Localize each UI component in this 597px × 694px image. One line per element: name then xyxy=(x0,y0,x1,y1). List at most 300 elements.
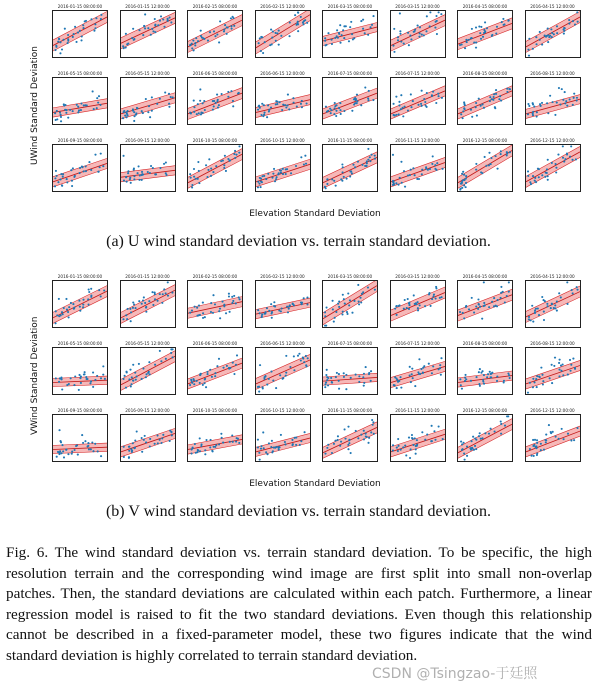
panel-title: 2016-03-15 08:00:00 xyxy=(327,4,373,9)
data-point xyxy=(58,452,60,454)
data-point xyxy=(224,155,226,157)
data-point xyxy=(271,37,273,39)
data-point xyxy=(329,108,331,110)
data-point xyxy=(228,295,230,297)
data-point xyxy=(96,107,98,109)
data-point xyxy=(532,378,534,380)
data-point xyxy=(218,310,220,312)
data-point xyxy=(487,373,489,375)
data-point xyxy=(475,42,477,44)
data-point xyxy=(135,107,137,109)
data-point xyxy=(568,98,570,100)
data-point xyxy=(431,155,433,157)
data-point xyxy=(159,15,161,17)
panel-title: 2016-06-15 08:00:00 xyxy=(192,341,238,346)
data-point xyxy=(204,449,206,451)
data-point xyxy=(198,170,200,172)
data-point xyxy=(532,439,534,441)
data-point xyxy=(324,315,326,317)
data-point xyxy=(503,380,505,382)
data-point xyxy=(258,107,260,109)
data-point xyxy=(56,118,58,120)
data-point xyxy=(304,163,306,165)
data-point xyxy=(393,28,395,30)
data-point xyxy=(226,26,228,28)
data-point xyxy=(258,37,260,39)
data-point xyxy=(541,296,543,298)
data-point xyxy=(531,305,533,307)
data-point xyxy=(150,96,152,98)
data-point xyxy=(141,299,143,301)
data-point xyxy=(82,442,84,444)
data-point xyxy=(151,291,153,293)
data-point xyxy=(413,174,415,176)
data-point xyxy=(213,105,215,107)
u-scatter-panel xyxy=(525,71,581,125)
data-point xyxy=(475,448,477,450)
data-point xyxy=(367,159,369,161)
data-point xyxy=(324,311,326,313)
data-point xyxy=(468,39,470,41)
data-point xyxy=(213,30,215,32)
data-point xyxy=(475,439,477,441)
data-point xyxy=(171,348,173,350)
data-point xyxy=(288,21,290,23)
data-point xyxy=(473,41,475,43)
data-point xyxy=(200,445,202,447)
data-point xyxy=(215,165,217,167)
data-point xyxy=(366,436,368,438)
plot-area xyxy=(187,144,243,192)
data-point xyxy=(306,22,308,24)
data-point xyxy=(550,28,552,30)
data-point xyxy=(420,103,422,105)
data-point xyxy=(256,109,258,111)
panel-title: 2016-01-15 08:00:00 xyxy=(57,274,103,279)
data-point xyxy=(67,42,69,44)
data-point xyxy=(125,371,127,373)
data-point xyxy=(85,170,87,172)
v-scatter-panel xyxy=(187,408,243,462)
data-point xyxy=(277,30,279,32)
v-scatter-panel xyxy=(390,341,446,395)
data-point xyxy=(373,433,375,435)
data-point xyxy=(147,105,149,107)
data-point xyxy=(200,30,202,32)
data-point xyxy=(56,456,58,458)
data-point xyxy=(555,25,557,27)
data-point xyxy=(568,23,570,25)
data-point xyxy=(288,304,290,306)
data-point xyxy=(535,378,537,380)
data-point xyxy=(57,41,59,43)
plot-area xyxy=(457,414,513,462)
data-point xyxy=(555,102,557,104)
data-point xyxy=(140,179,142,181)
u-scatter-panel xyxy=(390,4,446,58)
data-point xyxy=(223,164,225,166)
data-point xyxy=(459,311,461,313)
data-point xyxy=(344,303,346,305)
data-point xyxy=(529,183,531,185)
data-point xyxy=(437,93,439,95)
data-point xyxy=(575,99,577,101)
data-point xyxy=(465,306,467,308)
data-point xyxy=(545,168,547,170)
data-point xyxy=(350,377,352,379)
confidence-band xyxy=(256,11,310,54)
data-point xyxy=(286,94,288,96)
data-point xyxy=(506,154,508,156)
data-point xyxy=(151,167,153,169)
data-point xyxy=(325,382,327,384)
data-point xyxy=(331,178,333,180)
data-point xyxy=(477,308,479,310)
data-point xyxy=(127,172,129,174)
data-point xyxy=(129,320,131,322)
data-point xyxy=(325,306,327,308)
data-point xyxy=(80,109,82,111)
plot-area xyxy=(322,77,378,125)
data-point xyxy=(154,24,156,26)
data-point xyxy=(58,381,60,383)
u-scatter-panel xyxy=(322,4,378,58)
panel-title: 2016-05-15 12:00:00 xyxy=(125,71,170,76)
data-point xyxy=(144,27,146,29)
data-point xyxy=(535,111,537,113)
data-point xyxy=(478,435,480,437)
data-point xyxy=(528,448,530,450)
data-point xyxy=(288,108,290,110)
data-point xyxy=(290,172,292,174)
data-point xyxy=(192,39,194,41)
data-point xyxy=(191,43,193,45)
data-point xyxy=(571,292,573,294)
plot-area xyxy=(187,347,243,395)
data-point xyxy=(264,375,266,377)
data-point xyxy=(148,300,150,302)
data-point xyxy=(196,380,198,382)
data-point xyxy=(154,31,156,33)
data-point xyxy=(500,150,502,152)
data-point xyxy=(216,33,218,35)
data-point xyxy=(342,29,344,31)
data-point xyxy=(463,103,465,105)
data-point xyxy=(330,377,332,379)
data-point xyxy=(198,305,200,307)
data-point xyxy=(542,449,544,451)
data-point xyxy=(529,319,531,321)
data-point xyxy=(256,386,258,388)
data-point xyxy=(426,169,428,171)
data-point xyxy=(544,36,546,38)
data-point xyxy=(145,441,147,443)
data-point xyxy=(564,158,566,160)
data-point xyxy=(233,373,235,375)
data-point xyxy=(149,438,151,440)
data-point xyxy=(291,303,293,305)
data-point xyxy=(395,96,397,98)
data-point xyxy=(566,281,568,283)
data-point xyxy=(566,303,568,305)
data-point xyxy=(149,165,151,167)
plot-area xyxy=(52,10,108,58)
data-point xyxy=(130,383,132,385)
data-point xyxy=(189,44,191,46)
data-point xyxy=(193,49,195,51)
data-point xyxy=(570,364,572,366)
data-point xyxy=(134,372,136,374)
data-point xyxy=(526,392,528,394)
data-point xyxy=(191,47,193,49)
data-point xyxy=(557,438,559,440)
data-point xyxy=(407,302,409,304)
data-point xyxy=(222,367,224,369)
data-point xyxy=(563,27,565,29)
data-point xyxy=(304,355,306,357)
data-point xyxy=(189,312,191,314)
data-point xyxy=(562,33,564,35)
data-point xyxy=(66,308,68,310)
data-point xyxy=(490,373,492,375)
data-point xyxy=(355,374,357,376)
data-point xyxy=(396,39,398,41)
data-point xyxy=(351,172,353,174)
data-point xyxy=(437,368,439,370)
data-point xyxy=(238,92,240,94)
plot-area xyxy=(390,280,446,328)
u-scatter-panel xyxy=(322,138,378,192)
data-point xyxy=(399,108,401,110)
data-point xyxy=(508,19,510,21)
data-point xyxy=(484,31,486,33)
regression-line xyxy=(121,290,175,318)
data-point xyxy=(213,100,215,102)
data-point xyxy=(403,106,405,108)
data-point xyxy=(90,448,92,450)
data-point xyxy=(258,459,260,461)
data-point xyxy=(562,374,564,376)
data-point xyxy=(482,36,484,38)
data-point xyxy=(196,307,198,309)
data-point xyxy=(274,103,276,105)
data-point xyxy=(257,309,259,311)
data-point xyxy=(127,170,129,172)
data-point xyxy=(93,108,95,110)
data-point xyxy=(560,428,562,430)
data-point xyxy=(434,297,436,299)
data-point xyxy=(483,302,485,304)
data-point xyxy=(343,25,345,27)
data-point xyxy=(503,24,505,26)
plot-area xyxy=(52,414,108,462)
plot-area xyxy=(52,280,108,328)
data-point xyxy=(358,375,360,377)
data-point xyxy=(238,152,240,154)
data-point xyxy=(500,292,502,294)
data-point xyxy=(352,38,354,40)
data-point xyxy=(285,372,287,374)
data-point xyxy=(199,437,201,439)
data-point xyxy=(371,154,373,156)
data-point xyxy=(158,439,160,441)
data-point xyxy=(300,303,302,305)
u-scatter-panel xyxy=(390,71,446,125)
plot-area xyxy=(322,144,378,192)
data-point xyxy=(493,297,495,299)
data-point xyxy=(326,178,328,180)
data-point xyxy=(478,303,480,305)
data-point xyxy=(164,292,166,294)
data-point xyxy=(334,440,336,442)
data-point xyxy=(54,49,56,51)
data-point xyxy=(70,302,72,304)
data-point xyxy=(166,295,168,297)
panel-title: 2016-09-15 08:00:00 xyxy=(57,408,103,413)
data-point xyxy=(62,173,64,175)
data-point xyxy=(374,155,376,157)
data-point xyxy=(128,446,130,448)
data-point xyxy=(367,286,369,288)
data-point xyxy=(272,173,274,175)
data-point xyxy=(538,376,540,378)
data-point xyxy=(77,31,79,33)
data-point xyxy=(527,175,529,177)
data-point xyxy=(214,446,216,448)
data-point xyxy=(400,94,402,96)
plot-area xyxy=(255,144,311,192)
data-point xyxy=(143,25,145,27)
u-scatter-panel xyxy=(255,4,311,58)
plot-area xyxy=(187,280,243,328)
data-point xyxy=(214,303,216,305)
data-point xyxy=(137,165,139,167)
data-point xyxy=(332,308,334,310)
data-point xyxy=(343,110,345,112)
u-scatter-panel xyxy=(52,4,108,58)
data-point xyxy=(398,12,400,14)
data-point xyxy=(500,100,502,102)
data-point xyxy=(568,359,570,361)
data-point xyxy=(488,152,490,154)
v-scatter-panel xyxy=(120,274,176,328)
data-point xyxy=(100,377,102,379)
figure-v xyxy=(0,270,597,530)
data-point xyxy=(260,316,262,318)
data-point xyxy=(199,450,201,452)
data-point xyxy=(226,33,228,35)
data-point xyxy=(66,384,68,386)
data-point xyxy=(531,48,533,50)
data-point xyxy=(396,379,398,381)
panel-title: 2016-11-15 12:00:00 xyxy=(395,408,440,413)
v-scatter-panel xyxy=(120,408,176,462)
data-point xyxy=(212,312,214,314)
data-point xyxy=(234,150,236,152)
data-point xyxy=(343,298,345,300)
regression-line xyxy=(121,433,175,451)
data-point xyxy=(554,304,556,306)
data-point xyxy=(349,175,351,177)
regression-line xyxy=(121,356,175,385)
data-point xyxy=(535,386,537,388)
data-point xyxy=(192,447,194,449)
u-scatter-grid xyxy=(52,4,582,204)
data-point xyxy=(97,171,99,173)
data-point xyxy=(533,309,535,311)
u-scatter-panel xyxy=(187,71,243,125)
data-point xyxy=(148,445,150,447)
data-point xyxy=(539,449,541,451)
panel-title: 2016-05-15 12:00:00 xyxy=(125,341,170,346)
data-point xyxy=(122,45,124,47)
u-scatter-panel xyxy=(255,138,311,192)
data-point xyxy=(146,171,148,173)
data-point xyxy=(402,43,404,45)
data-point xyxy=(232,441,234,443)
data-point xyxy=(259,448,261,450)
data-point xyxy=(471,440,473,442)
data-point xyxy=(542,319,544,321)
data-point xyxy=(54,177,56,179)
data-point xyxy=(58,38,60,40)
data-point xyxy=(284,443,286,445)
data-point xyxy=(76,444,78,446)
data-point xyxy=(419,373,421,375)
plot-area xyxy=(390,10,446,58)
data-point xyxy=(292,97,294,99)
data-point xyxy=(126,43,128,45)
data-point xyxy=(191,184,193,186)
data-point xyxy=(238,442,240,444)
data-point xyxy=(275,176,277,178)
data-point xyxy=(527,55,529,57)
data-point xyxy=(65,448,67,450)
panel-title: 2016-04-15 08:00:00 xyxy=(462,274,508,279)
data-point xyxy=(397,184,399,186)
data-point xyxy=(475,47,477,49)
data-point xyxy=(566,374,568,376)
data-point xyxy=(63,105,65,107)
data-point xyxy=(434,168,436,170)
data-point xyxy=(69,109,71,111)
v-scatter-panel xyxy=(525,274,581,328)
data-point xyxy=(541,174,543,176)
data-point xyxy=(488,164,490,166)
data-point xyxy=(575,97,577,99)
data-point xyxy=(265,178,267,180)
data-point xyxy=(324,37,326,39)
data-point xyxy=(291,439,293,441)
data-point xyxy=(102,165,104,167)
data-point xyxy=(498,98,500,100)
data-point xyxy=(122,378,124,380)
data-point xyxy=(398,177,400,179)
data-point xyxy=(509,151,511,153)
data-point xyxy=(416,307,418,309)
data-point xyxy=(541,44,543,46)
data-point xyxy=(553,357,555,359)
data-point xyxy=(221,437,223,439)
data-point xyxy=(95,17,97,19)
data-point xyxy=(86,378,88,380)
data-point xyxy=(102,374,104,376)
data-point xyxy=(63,456,65,458)
data-point xyxy=(191,382,193,384)
data-point xyxy=(299,359,301,361)
data-point xyxy=(229,311,231,313)
data-point xyxy=(125,176,127,178)
